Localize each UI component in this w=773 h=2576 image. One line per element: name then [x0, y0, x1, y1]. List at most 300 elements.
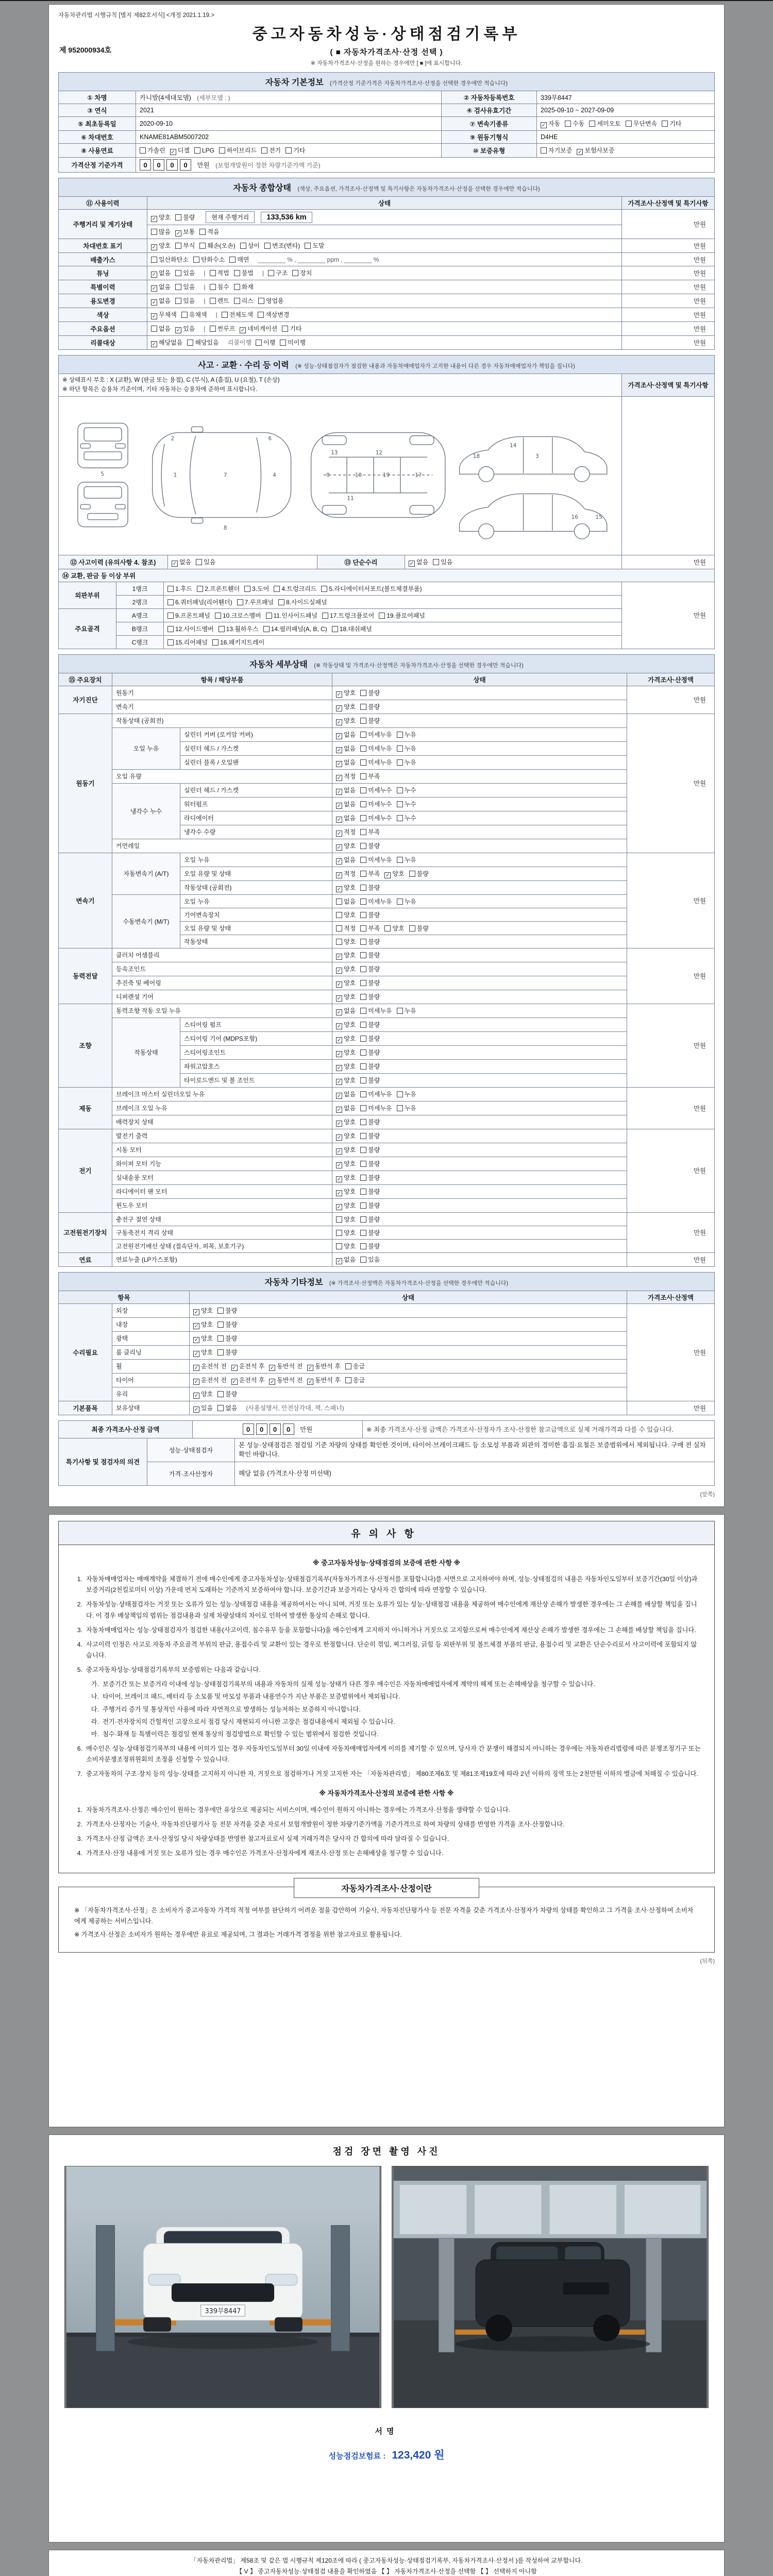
checkbox-box[interactable]: [336, 981, 342, 988]
checkbox-option[interactable]: [360, 897, 392, 906]
checkbox-option[interactable]: [360, 772, 380, 781]
checkbox-option[interactable]: [258, 310, 289, 319]
checkbox-option[interactable]: [397, 730, 416, 739]
checkbox-box[interactable]: [336, 1148, 342, 1155]
checkbox-option[interactable]: [234, 296, 254, 305]
checkbox-box[interactable]: [217, 1335, 224, 1342]
checkbox-box[interactable]: [541, 147, 547, 154]
checkbox-option[interactable]: [397, 1006, 416, 1015]
checkbox-option[interactable]: [336, 978, 356, 988]
checkbox-box[interactable]: [360, 994, 366, 1000]
checkbox-box[interactable]: [433, 559, 439, 565]
checkbox-option[interactable]: [219, 624, 259, 633]
checkbox-box[interactable]: [237, 599, 243, 605]
checkbox-box[interactable]: [292, 270, 298, 276]
checkbox-option[interactable]: [151, 282, 171, 292]
checkbox-box[interactable]: [199, 243, 206, 249]
checkbox-box[interactable]: [360, 1216, 366, 1223]
checkbox-option[interactable]: [360, 786, 392, 794]
checkbox-box[interactable]: [240, 243, 246, 249]
checkbox-box[interactable]: [336, 899, 342, 905]
checkbox-option[interactable]: [336, 814, 356, 823]
checkbox-option[interactable]: [175, 296, 195, 305]
checkbox-option[interactable]: [336, 1201, 356, 1210]
checkbox-box[interactable]: [589, 121, 595, 127]
checkbox-box[interactable]: [360, 718, 366, 724]
checkbox-option[interactable]: [336, 924, 356, 933]
checkbox-box[interactable]: [336, 1216, 342, 1223]
checkbox-option[interactable]: [175, 227, 195, 236]
checkbox-option[interactable]: [360, 1020, 380, 1029]
checkbox-box[interactable]: [151, 244, 157, 250]
checkbox-option[interactable]: [360, 1255, 380, 1264]
checkbox-box[interactable]: [336, 831, 342, 837]
checkbox-option[interactable]: [397, 855, 416, 864]
checkbox-box[interactable]: [360, 1189, 366, 1195]
checkbox-option[interactable]: [336, 1159, 356, 1168]
checkbox-option[interactable]: [240, 241, 260, 250]
checkbox-option[interactable]: [336, 702, 356, 711]
checkbox-option[interactable]: [215, 611, 261, 620]
checkbox-box[interactable]: [151, 229, 157, 235]
checkbox-box[interactable]: [321, 586, 327, 592]
checkbox-option[interactable]: [384, 924, 404, 933]
checkbox-box[interactable]: [336, 995, 342, 1002]
checkbox-option[interactable]: [151, 296, 171, 306]
checkbox-box[interactable]: [336, 1243, 342, 1249]
checkbox-option[interactable]: [307, 1376, 341, 1385]
checkbox-option[interactable]: [360, 951, 380, 959]
checkbox-option[interactable]: [336, 964, 356, 974]
checkbox-box[interactable]: [193, 1323, 199, 1329]
checkbox-option[interactable]: [175, 241, 195, 250]
checkbox-box[interactable]: [285, 147, 292, 154]
checkbox-option[interactable]: [336, 855, 356, 865]
checkbox-option[interactable]: [199, 241, 235, 250]
checkbox-box[interactable]: [222, 312, 228, 318]
checkbox-option[interactable]: [307, 1362, 341, 1371]
checkbox-option[interactable]: [409, 557, 428, 567]
checkbox-box[interactable]: [151, 285, 157, 292]
checkbox-box[interactable]: [268, 270, 274, 276]
checkbox-option[interactable]: [626, 119, 657, 128]
checkbox-box[interactable]: [565, 121, 571, 127]
checkbox-option[interactable]: [167, 598, 232, 606]
checkbox-option[interactable]: [397, 1090, 416, 1098]
checkbox-box[interactable]: [336, 817, 342, 823]
checkbox-option[interactable]: [151, 241, 171, 250]
checkbox-option[interactable]: [360, 1090, 392, 1098]
checkbox-option[interactable]: [360, 1034, 380, 1043]
checkbox-box[interactable]: [175, 243, 181, 249]
checkbox-option[interactable]: [167, 611, 210, 620]
checkbox-option[interactable]: [360, 1215, 380, 1224]
checkbox-box[interactable]: [336, 761, 342, 767]
checkbox-box[interactable]: [217, 1321, 224, 1328]
checkbox-box[interactable]: [336, 747, 342, 753]
checkbox-option[interactable]: [345, 1376, 365, 1384]
checkbox-box[interactable]: [345, 1377, 351, 1383]
checkbox-option[interactable]: [336, 1020, 356, 1029]
checkbox-box[interactable]: [360, 939, 366, 945]
checkbox-box[interactable]: [240, 327, 246, 333]
checkbox-option[interactable]: [360, 800, 392, 808]
checkbox-box[interactable]: [244, 586, 250, 592]
checkbox-option[interactable]: [175, 268, 195, 277]
checkbox-box[interactable]: [266, 613, 272, 619]
checkbox-option[interactable]: [336, 1131, 356, 1141]
checkbox-option[interactable]: [256, 338, 275, 347]
checkbox-box[interactable]: [336, 886, 342, 892]
checkbox-box[interactable]: [307, 1379, 313, 1385]
checkbox-option[interactable]: [268, 268, 288, 277]
checkbox-box[interactable]: [397, 1105, 403, 1111]
checkbox-option[interactable]: [345, 1362, 365, 1370]
checkbox-option[interactable]: [197, 584, 240, 593]
checkbox-box[interactable]: [360, 815, 366, 821]
checkbox-box[interactable]: [397, 815, 403, 821]
checkbox-option[interactable]: [194, 147, 214, 154]
checkbox-option[interactable]: [336, 937, 356, 946]
checkbox-option[interactable]: [229, 255, 249, 264]
checkbox-option[interactable]: [360, 1201, 380, 1210]
checkbox-box[interactable]: [360, 1022, 366, 1028]
checkbox-option[interactable]: [360, 978, 380, 987]
checkbox-option[interactable]: [222, 310, 253, 319]
checkbox-option[interactable]: [360, 1145, 380, 1154]
checkbox-box[interactable]: [199, 229, 206, 235]
checkbox-box[interactable]: [577, 149, 583, 155]
checkbox-option[interactable]: [360, 1173, 380, 1182]
checkbox-box[interactable]: [336, 912, 342, 918]
checkbox-box[interactable]: [360, 1008, 366, 1014]
checkbox-option[interactable]: [187, 338, 219, 347]
checkbox-box[interactable]: [397, 745, 403, 752]
checkbox-option[interactable]: [336, 1242, 356, 1250]
checkbox-box[interactable]: [360, 952, 366, 958]
checkbox-box[interactable]: [217, 1349, 224, 1355]
checkbox-option[interactable]: [193, 1348, 213, 1357]
checkbox-option[interactable]: [210, 282, 229, 291]
checkbox-box[interactable]: [360, 1063, 366, 1070]
checkbox-option[interactable]: [151, 324, 171, 333]
checkbox-option[interactable]: [217, 1334, 237, 1343]
checkbox-option[interactable]: [360, 1048, 380, 1057]
checkbox-box[interactable]: [336, 1037, 342, 1043]
checkbox-option[interactable]: [662, 119, 681, 128]
checkbox-box[interactable]: [193, 1393, 199, 1399]
checkbox-option[interactable]: [193, 1306, 213, 1315]
checkbox-box[interactable]: [151, 299, 157, 306]
checkbox-option[interactable]: [278, 598, 327, 606]
checkbox-option[interactable]: [360, 744, 392, 753]
checkbox-option[interactable]: [360, 924, 380, 933]
checkbox-box[interactable]: [360, 980, 366, 986]
checkbox-option[interactable]: [360, 814, 392, 822]
checkbox-option[interactable]: [217, 1306, 237, 1315]
checkbox-option[interactable]: [360, 992, 380, 1001]
checkbox-option[interactable]: [292, 268, 312, 277]
checkbox-box[interactable]: [151, 272, 157, 278]
checkbox-box[interactable]: [140, 147, 146, 154]
checkbox-option[interactable]: [336, 1104, 356, 1113]
checkbox-box[interactable]: [210, 284, 216, 290]
checkbox-box[interactable]: [360, 843, 366, 849]
checkbox-box[interactable]: [360, 899, 366, 905]
checkbox-option[interactable]: [360, 937, 380, 946]
checkbox-option[interactable]: [397, 1104, 416, 1112]
checkbox-box[interactable]: [336, 1204, 342, 1210]
checkbox-option[interactable]: [360, 1242, 380, 1250]
checkbox-option[interactable]: [217, 1348, 237, 1357]
checkbox-box[interactable]: [193, 1365, 199, 1371]
checkbox-box[interactable]: [336, 1023, 342, 1029]
checkbox-option[interactable]: [321, 584, 422, 593]
checkbox-option[interactable]: [210, 324, 236, 333]
checkbox-box[interactable]: [409, 561, 415, 567]
checkbox-box[interactable]: [193, 1337, 199, 1343]
checkbox-box[interactable]: [345, 1363, 351, 1369]
checkbox-box[interactable]: [264, 243, 271, 249]
checkbox-box[interactable]: [151, 326, 157, 332]
checkbox-box[interactable]: [397, 787, 403, 793]
checkbox-option[interactable]: [336, 1173, 356, 1182]
checkbox-option[interactable]: [231, 1362, 265, 1371]
checkbox-option[interactable]: [199, 227, 219, 236]
checkbox-option[interactable]: [360, 869, 380, 878]
checkbox-box[interactable]: [167, 639, 174, 646]
checkbox-option[interactable]: [409, 869, 429, 878]
checkbox-option[interactable]: [360, 1104, 392, 1112]
checkbox-box[interactable]: [258, 298, 264, 304]
checkbox-option[interactable]: [175, 282, 195, 291]
checkbox-box[interactable]: [274, 586, 280, 592]
checkbox-option[interactable]: [336, 1006, 356, 1015]
checkbox-option[interactable]: [196, 557, 215, 566]
checkbox-box[interactable]: [360, 787, 366, 793]
checkbox-box[interactable]: [261, 147, 267, 154]
checkbox-option[interactable]: [264, 241, 300, 250]
checkbox-box[interactable]: [167, 599, 174, 605]
checkbox-box[interactable]: [336, 1051, 342, 1057]
checkbox-box[interactable]: [181, 312, 188, 318]
checkbox-box[interactable]: [360, 1230, 366, 1236]
checkbox-box[interactable]: [336, 1121, 342, 1127]
checkbox-option[interactable]: [269, 1376, 303, 1385]
checkbox-box[interactable]: [384, 872, 391, 878]
checkbox-option[interactable]: [360, 758, 392, 767]
checkbox-box[interactable]: [360, 1091, 366, 1097]
checkbox-option[interactable]: [151, 227, 171, 236]
checkbox-box[interactable]: [336, 1190, 342, 1196]
checkbox-box[interactable]: [360, 966, 366, 972]
checkbox-box[interactable]: [360, 857, 366, 863]
checkbox-box[interactable]: [360, 885, 366, 891]
checkbox-option[interactable]: [433, 557, 452, 566]
checkbox-option[interactable]: [541, 119, 560, 128]
checkbox-box[interactable]: [217, 1308, 224, 1314]
checkbox-option[interactable]: [360, 730, 392, 739]
checkbox-box[interactable]: [384, 925, 391, 931]
checkbox-box[interactable]: [336, 775, 342, 781]
checkbox-option[interactable]: [217, 1403, 237, 1412]
checkbox-box[interactable]: [322, 613, 328, 619]
checkbox-option[interactable]: [140, 146, 165, 155]
checkbox-option[interactable]: [170, 146, 190, 155]
checkbox-box[interactable]: [219, 147, 225, 154]
checkbox-option[interactable]: [175, 324, 195, 333]
checkbox-box[interactable]: [193, 1309, 199, 1315]
checkbox-box[interactable]: [541, 122, 547, 128]
checkbox-option[interactable]: [258, 296, 284, 305]
checkbox-box[interactable]: [360, 1105, 366, 1111]
checkbox-box[interactable]: [360, 732, 366, 738]
checkbox-option[interactable]: [181, 310, 207, 319]
checkbox-option[interactable]: [336, 1117, 356, 1127]
checkbox-box[interactable]: [193, 1351, 199, 1357]
checkbox-box[interactable]: [336, 1134, 342, 1141]
checkbox-option[interactable]: [336, 883, 356, 892]
checkbox-box[interactable]: [397, 801, 403, 807]
checkbox-box[interactable]: [231, 1365, 238, 1371]
checkbox-option[interactable]: [217, 1320, 237, 1329]
checkbox-box[interactable]: [215, 613, 221, 619]
checkbox-box[interactable]: [360, 1257, 366, 1263]
checkbox-box[interactable]: [336, 858, 342, 865]
checkbox-option[interactable]: [360, 1117, 380, 1126]
checkbox-box[interactable]: [280, 340, 286, 346]
checkbox-box[interactable]: [360, 1243, 366, 1249]
checkbox-box[interactable]: [210, 326, 216, 332]
checkbox-option[interactable]: [193, 1320, 213, 1329]
checkbox-option[interactable]: [336, 1228, 356, 1237]
checkbox-option[interactable]: [266, 611, 317, 620]
checkbox-option[interactable]: [305, 241, 324, 250]
checkbox-box[interactable]: [336, 1162, 342, 1168]
checkbox-box[interactable]: [336, 1079, 342, 1085]
checkbox-option[interactable]: [397, 758, 416, 767]
checkbox-box[interactable]: [336, 1230, 342, 1236]
checkbox-box[interactable]: [360, 1049, 366, 1056]
checkbox-option[interactable]: [219, 146, 257, 155]
checkbox-box[interactable]: [187, 340, 193, 346]
checkbox-option[interactable]: [336, 800, 356, 809]
checkbox-option[interactable]: [336, 1187, 356, 1196]
checkbox-box[interactable]: [336, 705, 342, 711]
checkbox-option[interactable]: [360, 1228, 380, 1237]
checkbox-box[interactable]: [360, 912, 366, 918]
checkbox-box[interactable]: [397, 759, 403, 766]
checkbox-box[interactable]: [278, 599, 284, 605]
checkbox-box[interactable]: [397, 1008, 403, 1014]
checkbox-box[interactable]: [360, 745, 366, 752]
checkbox-option[interactable]: [167, 584, 192, 593]
checkbox-option[interactable]: [261, 146, 281, 155]
checkbox-box[interactable]: [196, 559, 202, 565]
checkbox-box[interactable]: [175, 298, 181, 304]
checkbox-box[interactable]: [175, 230, 181, 236]
checkbox-box[interactable]: [662, 121, 668, 127]
checkbox-box[interactable]: [409, 925, 415, 931]
checkbox-box[interactable]: [336, 872, 342, 878]
checkbox-box[interactable]: [217, 1405, 224, 1411]
checkbox-option[interactable]: [193, 1362, 227, 1371]
checkbox-box[interactable]: [360, 704, 366, 710]
checkbox-box[interactable]: [151, 341, 157, 347]
checkbox-option[interactable]: [151, 255, 189, 264]
checkbox-box[interactable]: [360, 1119, 366, 1125]
checkbox-box[interactable]: [360, 1161, 366, 1167]
checkbox-option[interactable]: [397, 897, 416, 906]
checkbox-box[interactable]: [151, 216, 157, 222]
checkbox-option[interactable]: [244, 584, 269, 593]
checkbox-box[interactable]: [360, 759, 366, 766]
checkbox-box[interactable]: [234, 298, 240, 304]
checkbox-option[interactable]: [360, 716, 380, 725]
checkbox-box[interactable]: [167, 626, 174, 632]
checkbox-option[interactable]: [336, 772, 356, 781]
checkbox-box[interactable]: [360, 1133, 366, 1139]
checkbox-option[interactable]: [360, 855, 392, 864]
checkbox-box[interactable]: [234, 270, 240, 276]
checkbox-option[interactable]: [360, 910, 380, 919]
checkbox-option[interactable]: [193, 1389, 213, 1399]
checkbox-option[interactable]: [210, 296, 229, 305]
checkbox-option[interactable]: [360, 688, 380, 697]
checkbox-option[interactable]: [285, 146, 305, 155]
checkbox-option[interactable]: [336, 1034, 356, 1043]
checkbox-option[interactable]: [384, 869, 404, 878]
checkbox-box[interactable]: [336, 1176, 342, 1182]
checkbox-option[interactable]: [336, 1048, 356, 1057]
checkbox-box[interactable]: [336, 691, 342, 698]
checkbox-option[interactable]: [336, 1062, 356, 1071]
checkbox-box[interactable]: [151, 313, 157, 319]
checkbox-option[interactable]: [360, 1159, 380, 1168]
checkbox-box[interactable]: [360, 925, 366, 931]
checkbox-box[interactable]: [397, 1091, 403, 1097]
checkbox-box[interactable]: [360, 1202, 366, 1209]
checkbox-box[interactable]: [360, 1147, 366, 1153]
checkbox-option[interactable]: [151, 310, 177, 319]
checkbox-box[interactable]: [231, 1379, 238, 1385]
checkbox-option[interactable]: [336, 1255, 356, 1264]
checkbox-option[interactable]: [231, 1376, 265, 1385]
checkbox-option[interactable]: [151, 213, 171, 222]
checkbox-option[interactable]: [379, 611, 425, 620]
checkbox-box[interactable]: [360, 1036, 366, 1042]
checkbox-box[interactable]: [263, 626, 270, 632]
checkbox-option[interactable]: [234, 268, 254, 277]
checkbox-option[interactable]: [322, 611, 374, 620]
checkbox-option[interactable]: [577, 146, 614, 155]
checkbox-option[interactable]: [336, 688, 356, 698]
checkbox-option[interactable]: [336, 744, 356, 753]
checkbox-option[interactable]: [336, 1076, 356, 1085]
checkbox-box[interactable]: [229, 257, 236, 263]
checkbox-box[interactable]: [234, 284, 240, 290]
checkbox-box[interactable]: [336, 968, 342, 974]
checkbox-box[interactable]: [170, 149, 176, 155]
checkbox-box[interactable]: [217, 1391, 224, 1397]
checkbox-option[interactable]: [234, 282, 254, 291]
checkbox-box[interactable]: [258, 312, 264, 318]
checkbox-box[interactable]: [626, 121, 632, 127]
checkbox-box[interactable]: [336, 1093, 342, 1099]
checkbox-box[interactable]: [360, 801, 366, 807]
checkbox-box[interactable]: [397, 899, 403, 905]
checkbox-option[interactable]: [360, 1006, 392, 1015]
